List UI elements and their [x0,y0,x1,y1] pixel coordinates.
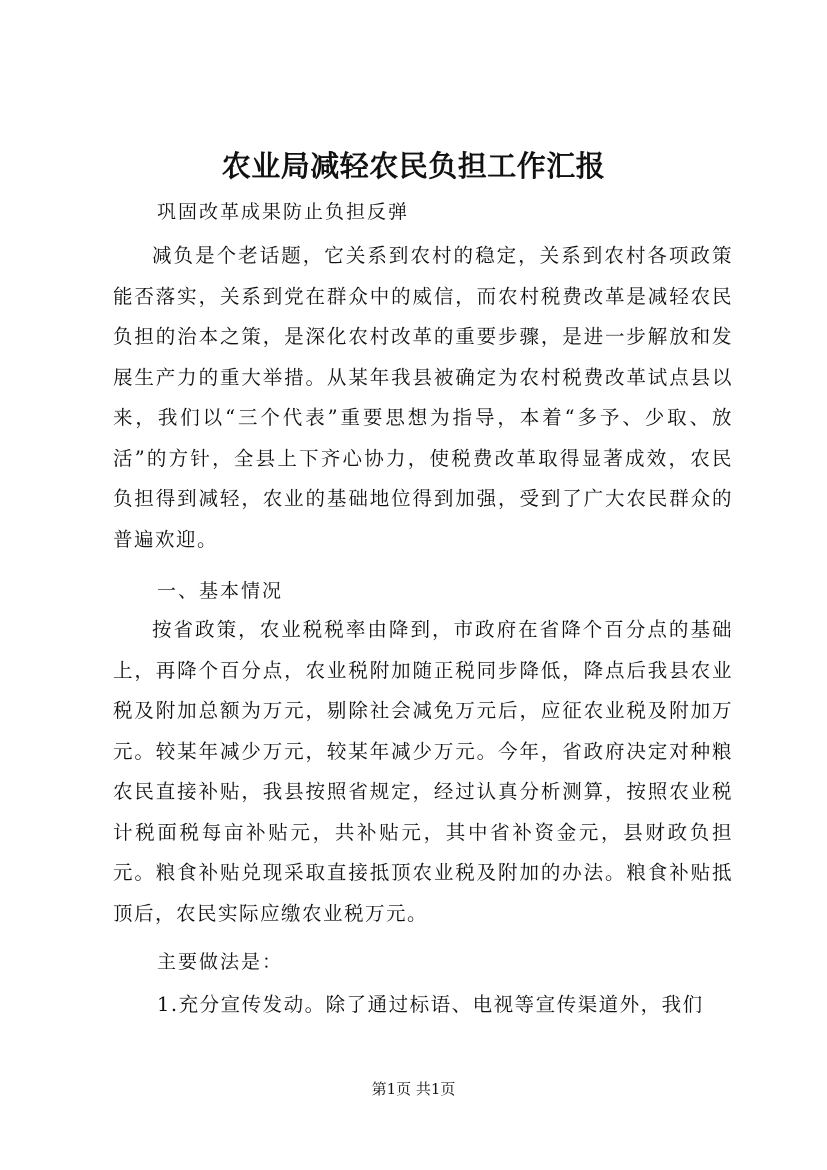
document-title: 农业局减轻农民负担工作汇报 [221,149,606,183]
page-footer: 第1页 共1页 [371,1080,456,1098]
document-subtitle: 巩固改革成果防止负担反弹 [157,201,410,223]
paragraph-practice-1: 1.充分宣传发动。除了通过标语、电视等宣传渠道外，我们 [157,993,704,1016]
paragraph-basic-situation-text: 按省政策，农业税税率由降到，市政府在省降个百分点的基础上，再降个百分点，农业税附加随正税同步降低，降点后我县农业税及附加总额为万元，剔除社会减免万元后，应征农业税及附加万元。较某年减少万元，较某年减少万元。今年，省政府决定对种粮农民直接补贴，我县按照省规定，经过认真分析测算，按照农业税计税面税每亩补贴元，共补贴元，其中省补资金元，县财政负担元。粮食补贴兑现采取直接抵顶农业税及附加的办法。粮食补贴抵顶后，农民实际应缴农业税万元。 [113,618,733,925]
section-heading-main-practices: 主要做法是： [157,951,284,973]
paragraph-intro-text: 减负是个老话题，它关系到农村的稳定，关系到农村各项政策能否落实，关系到党在群众中的威信，而农村税费改革是减轻农民负担的治本之策，是深化农村改革的重要步骤，是进一步解放和发展生产力的重大举措。从某年我县被确定为农村税费改革试点县以来，我们以“三个代表”重要思想为指导，本着“多予、少取、放活”的方针，全县上下齐心协力，使税费改革取得显著成效，农民负担得到减轻，农业的基础地位得到加强，受到了广大农民群众的普遍欢迎。 [113,244,733,551]
section-heading-basic-situation: 一、基本情况 [157,580,284,602]
paragraph-intro [113,236,733,560]
paragraph-basic-situation [113,610,733,934]
